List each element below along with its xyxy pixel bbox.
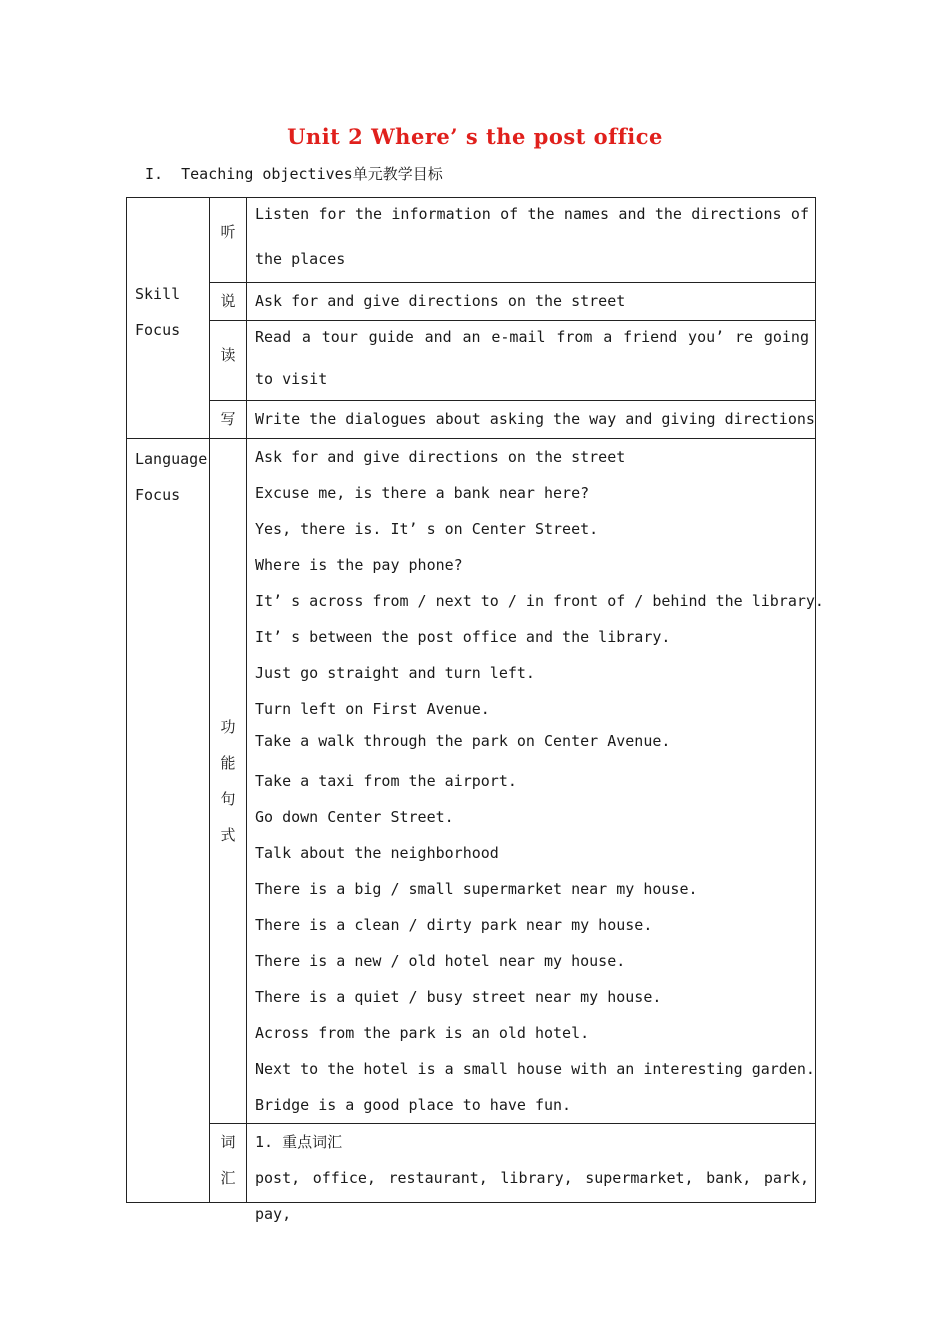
skill-listen-text: Listen for the information of the names and the directions of the places [247,198,816,283]
vocabulary-heading: 1. 重点词汇 [255,1133,343,1151]
list-item: Bridge is a good place to have fun. [255,1096,572,1114]
list-item: Ask for and give directions on the street [255,448,626,466]
objectives-table [126,197,824,1223]
list-item: Across from the park is an old hotel. [255,1024,590,1042]
list-item: Where is the pay phone? [255,556,463,574]
list-item: Turn left on First Avenue. [255,700,490,718]
list-item: Take a walk through the park on Center Avenue. [255,732,671,750]
skill-write-text: Write the dialogues about asking the way and giving directions [247,401,816,439]
section-heading [145,163,443,184]
language-focus-label: Language Focus [135,450,208,504]
vocabulary-words: post, office, restaurant, library, supermarket, bank, park, pay, [255,1169,809,1223]
skill-read-label: 读 [210,321,247,401]
skill-listen-label: 听 [210,198,247,283]
skill-speak-label: 说 [210,283,247,321]
list-item: Go down Center Street. [255,808,454,826]
section-numeral: I. [145,165,164,183]
list-item: There is a quiet / busy street near my house. [255,988,662,1006]
section-label-cn: 单元教学目标 [352,165,443,183]
list-item: It’ s between the post office and the library. [255,628,671,646]
skill-read-text: Read a tour guide and an e-mail from a friend you’ re going to visit [247,321,816,401]
list-item: There is a big / small supermarket near my house. [255,880,698,898]
table-row [127,1124,816,1203]
list-item: There is a new / old hotel near my house. [255,952,626,970]
page-title: Unit 2 Where’ s the post office [287,124,663,149]
function-sentences-label: 功 能 句 式 [210,439,247,1124]
vocabulary-content [247,1124,816,1223]
table-row [127,283,816,321]
table-row [127,198,816,283]
skill-write-label: 写 [210,401,247,439]
table-row [127,401,816,439]
function-sentences-list [247,439,824,1124]
list-item: There is a clean / dirty park near my house. [255,916,653,934]
list-item: Excuse me, is there a bank near here? [255,484,590,502]
list-item: It’ s across from / next to / in front of / behind the library. [255,592,824,610]
table-row [127,439,816,1124]
vocabulary-label: 词 汇 [210,1124,247,1203]
skill-speak-text: Ask for and give directions on the street [247,283,816,321]
list-item: Yes, there is. It’ s on Center Street. [255,520,599,538]
list-item: Next to the hotel is a small house with an interesting garden. [255,1060,815,1078]
table-row [127,321,816,401]
list-item: Just go straight and turn left. [255,664,535,682]
language-focus-cell [127,439,210,1203]
skill-focus-cell [127,198,210,439]
list-item: Take a taxi from the airport. [255,772,517,790]
section-label-en: Teaching objectives [181,165,353,183]
skill-focus-label: Skill Focus [135,285,181,339]
list-item: Talk about the neighborhood [255,844,499,862]
